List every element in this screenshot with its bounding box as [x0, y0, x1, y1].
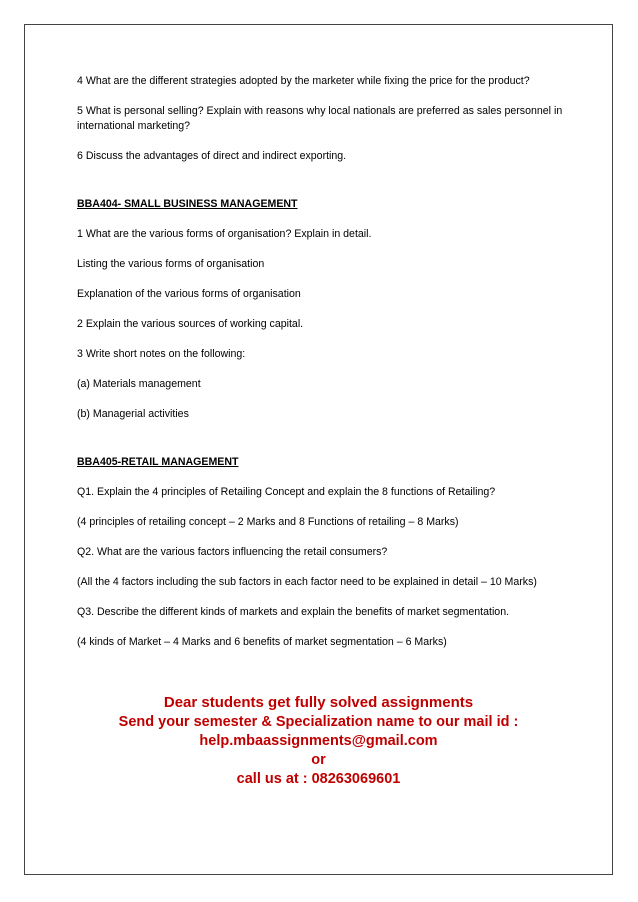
bba404-item: (a) Materials management — [77, 378, 201, 390]
section-spacer — [77, 179, 577, 197]
bba405-item: (All the 4 factors including the sub factors in each factor need to be explained in detail – 10 Marks) — [77, 576, 537, 588]
question-5: 5 What is personal selling? Explain with reasons why local nationals are preferred as sales personnel in international marketing? — [77, 105, 563, 132]
section-heading-bba404: BBA404- SMALL BUSINESS MANAGEMENT — [77, 198, 298, 210]
question-4: 4 What are the different strategies adopted by the marketer while fixing the price for the product? — [77, 75, 530, 87]
promo-banner — [24, 693, 613, 789]
section-spacer — [77, 437, 577, 455]
bba405-item: Q1. Explain the 4 principles of Retailing Concept and explain the 8 functions of Retailing? — [77, 486, 496, 498]
bba404-item: (b) Managerial activities — [77, 408, 189, 420]
bba405-item: Q3. Describe the different kinds of markets and explain the benefits of market segmentation. — [77, 606, 510, 618]
bba404-item: Listing the various forms of organisation — [77, 258, 265, 270]
promo-instruction: Send your semester & Specialization name to our mail id : — [118, 714, 519, 730]
section-heading-bba405: BBA405-RETAIL MANAGEMENT — [77, 456, 239, 468]
bba404-item: 2 Explain the various sources of working capital. — [77, 318, 304, 330]
promo-or: or — [311, 752, 326, 768]
document-body — [77, 74, 577, 665]
bba404-item: Explanation of the various forms of organisation — [77, 288, 301, 300]
bba405-item: (4 principles of retailing concept – 2 Marks and 8 Functions of retailing – 8 Marks) — [77, 516, 459, 528]
bba405-item: Q2. What are the various factors influencing the retail consumers? — [77, 546, 388, 558]
question-6: 6 Discuss the advantages of direct and indirect exporting. — [77, 150, 347, 162]
promo-email: help.mbaassignments@gmail.com — [199, 733, 438, 749]
promo-phone: call us at : 08263069601 — [236, 771, 401, 787]
bba405-item: (4 kinds of Market – 4 Marks and 6 benefits of market segmentation – 6 Marks) — [77, 636, 447, 648]
bba404-item: 3 Write short notes on the following: — [77, 348, 246, 360]
promo-headline: Dear students get fully solved assignments — [163, 694, 474, 711]
bba404-item: 1 What are the various forms of organisation? Explain in detail. — [77, 228, 372, 240]
